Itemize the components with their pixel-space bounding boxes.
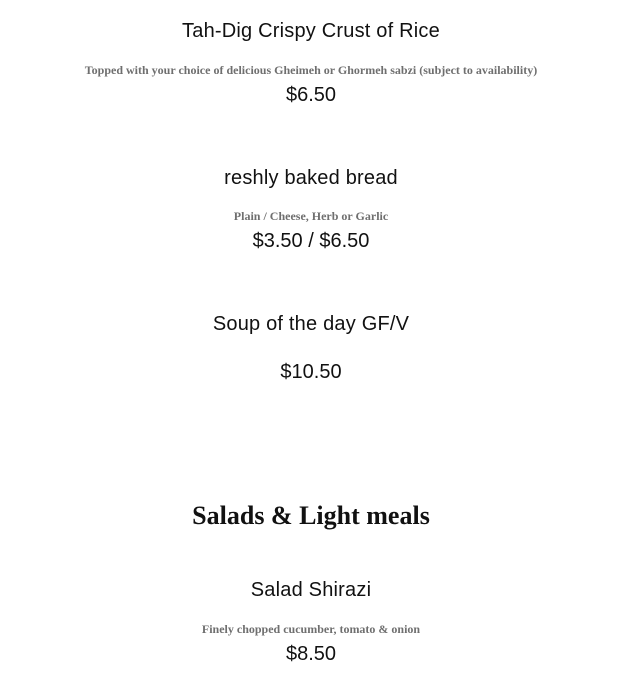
- item-price: $10.50: [280, 361, 342, 383]
- item-description: Plain / Cheese, Herb or Garlic: [233, 209, 389, 223]
- item-name: Salad Shirazi: [250, 579, 372, 601]
- item-price: $6.50: [285, 84, 337, 106]
- item-name: reshly baked bread: [224, 167, 398, 189]
- item-price: $3.50 / $6.50: [252, 230, 370, 252]
- item-price: $8.50: [285, 643, 337, 665]
- item-description: Topped with your choice of delicious Gheimeh or Ghormeh sabzi (subject to availability): [84, 63, 538, 77]
- item-description: Finely chopped cucumber, tomato & onion: [201, 622, 421, 636]
- item-name: Soup of the day GF/V: [212, 313, 410, 335]
- item-name: Tah-Dig Crispy Crust of Rice: [182, 20, 440, 42]
- section-heading: Salads & Light meals: [192, 501, 430, 530]
